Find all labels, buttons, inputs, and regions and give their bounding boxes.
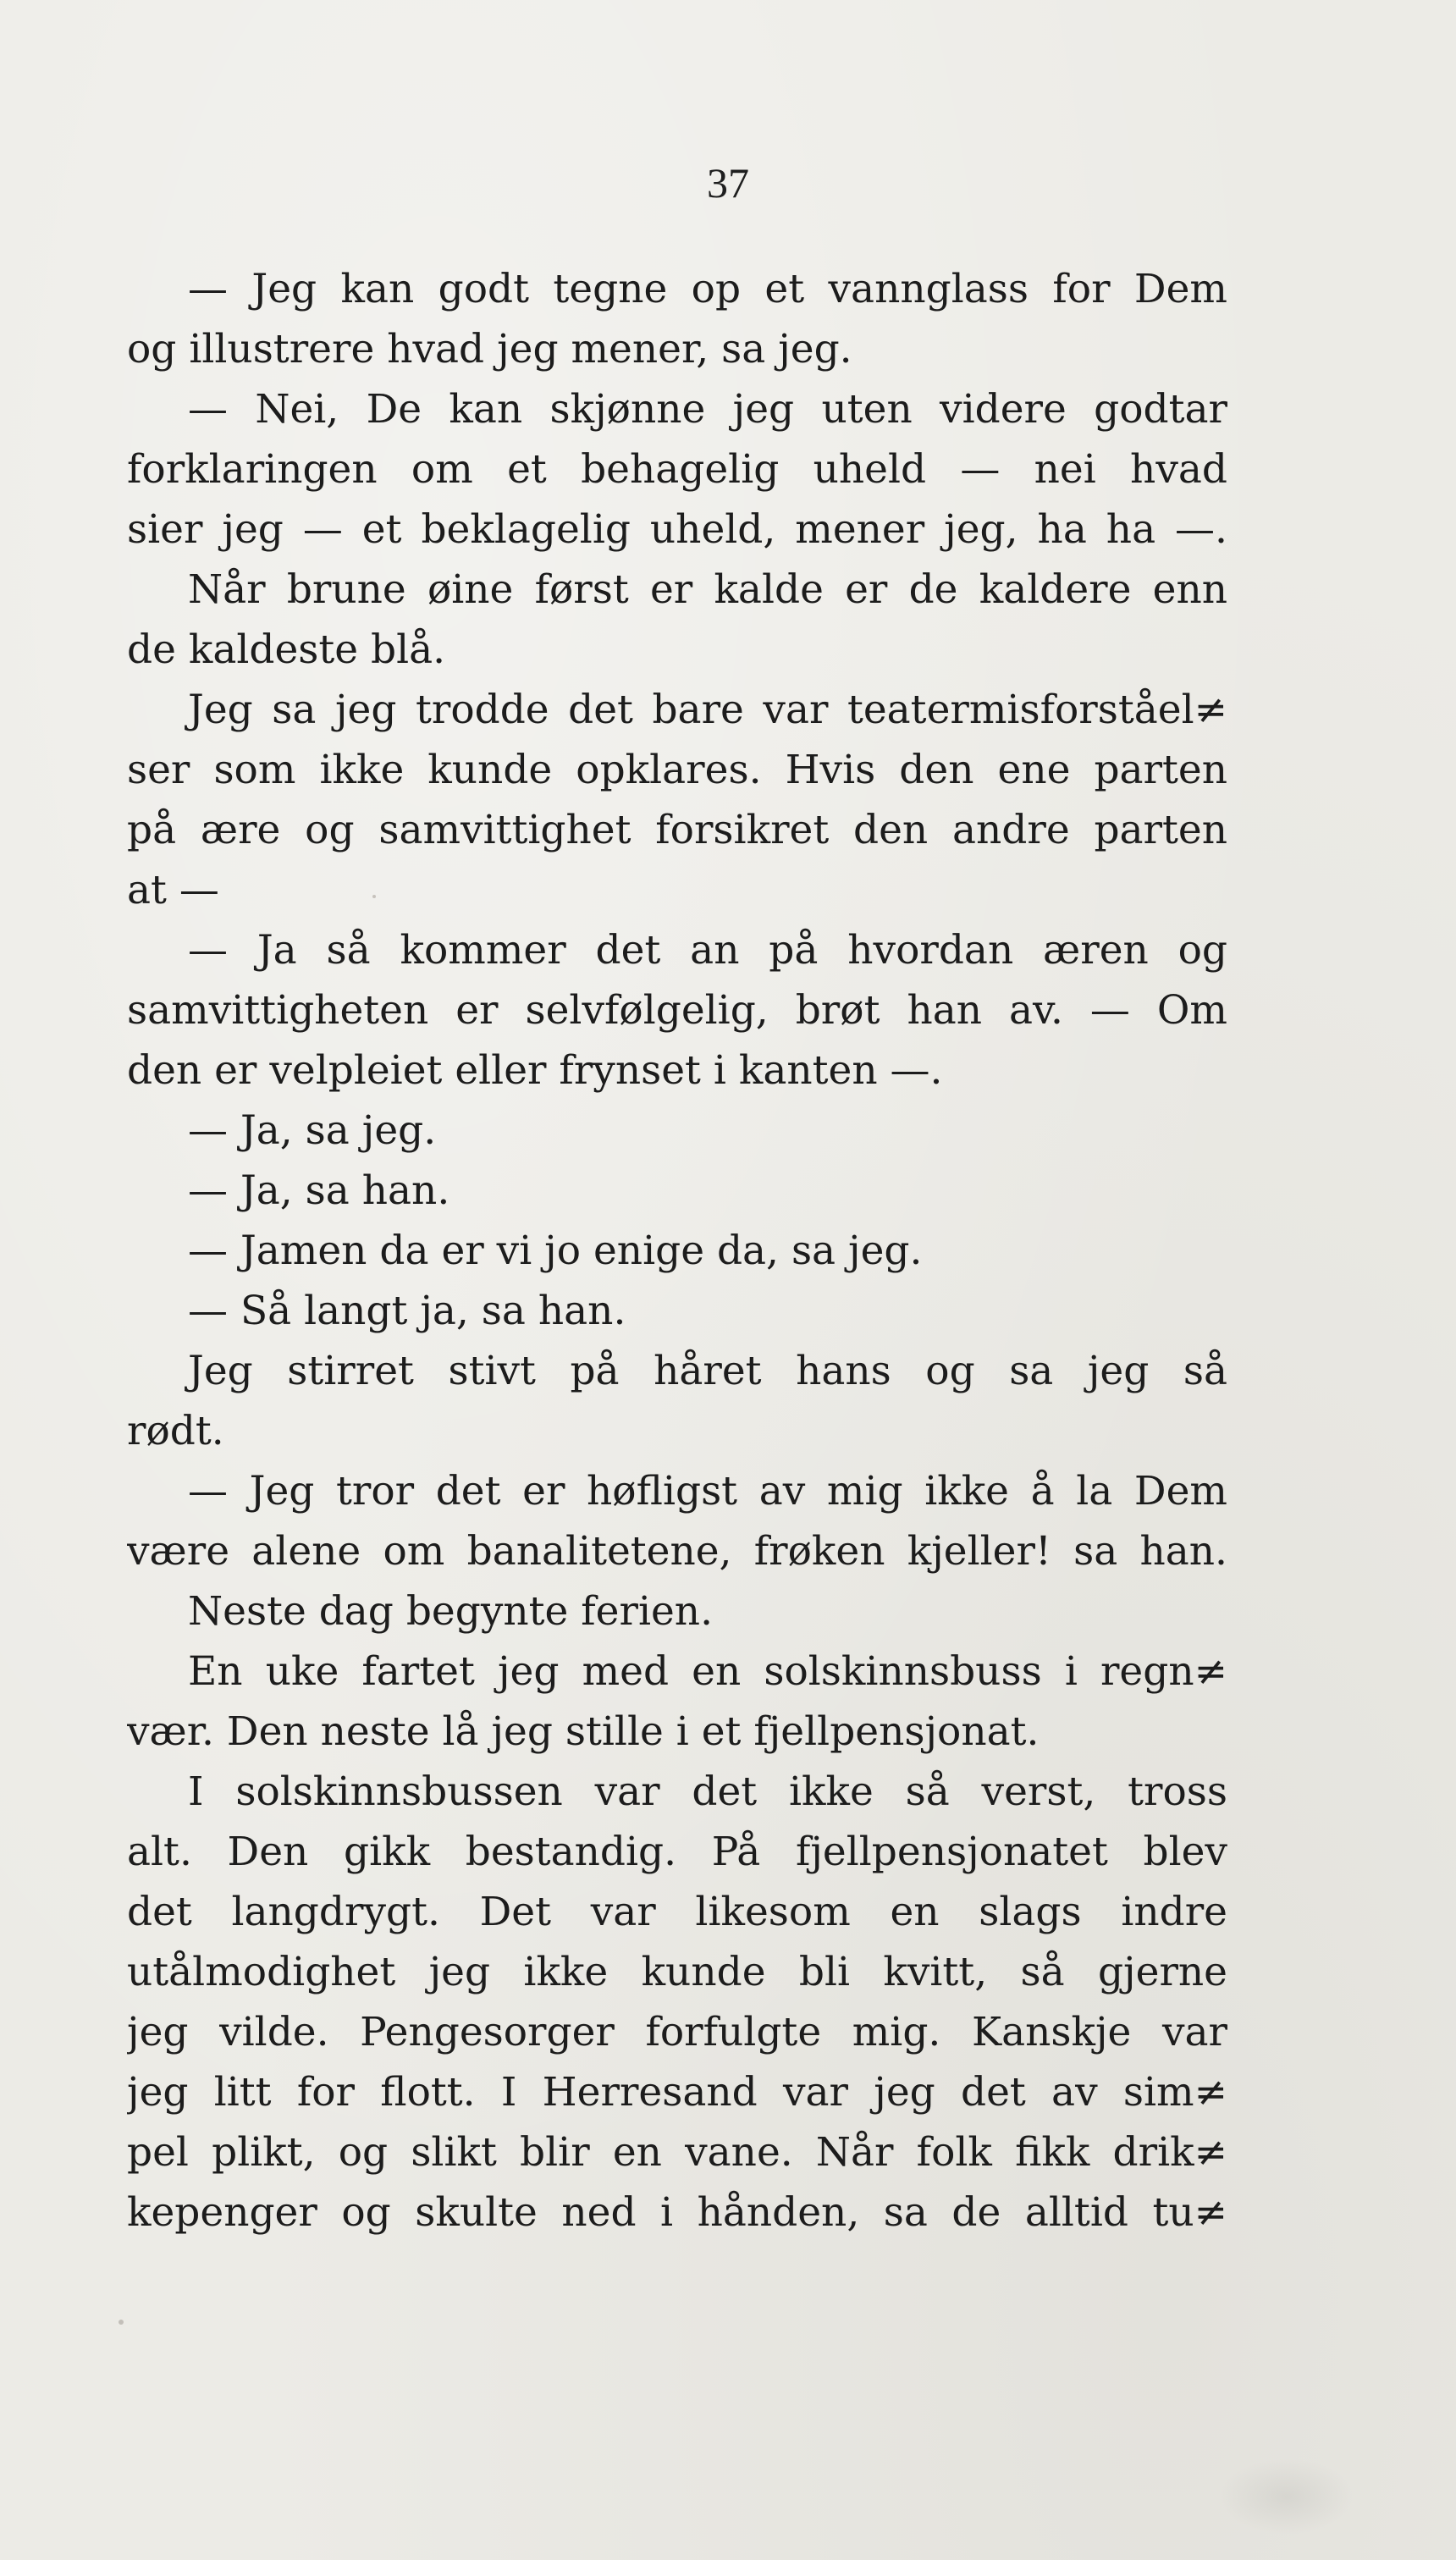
text-line: jeg litt for flott. I Herresand var jeg det av sim≠ [127,2069,1227,2116]
text-line: — Jeg tror det er høfligst av mig ikke å la Dem [188,1468,1227,1514]
text-line: være alene om banalitetene, frøken kjeller! sa han. [127,1528,1227,1575]
text-line: på ære og samvittighet forsikret den andre parten [127,807,1227,853]
text-line: alt. Den gikk bestandig. På fjellpensjonatet blev [127,1829,1227,1875]
text-line: I solskinnsbussen var det ikke så verst, tross [188,1768,1227,1815]
text-line: En uke fartet jeg med en solskinnsbuss i regn≠ [188,1648,1227,1695]
text-line: at — [127,867,219,913]
text-line: ser som ikke kunde opklares. Hvis den ene parten [127,747,1227,793]
text-line: forklaringen om et behagelig uheld — nei hvad [127,446,1227,493]
text-line: — Ja, sa jeg. [188,1107,437,1154]
text-line: jeg vilde. Pengesorger forfulgte mig. Kanskje var [127,2009,1227,2055]
text-line: — Så langt ja, sa han. [188,1288,626,1334]
body-text [127,259,1227,2243]
text-line: — Ja, sa han. [188,1167,450,1214]
text-line: pel plikt, og slikt blir en vane. Når folk fikk drik≠ [127,2129,1227,2176]
text-line: — Ja så kommer det an på hvordan æren og [188,927,1227,974]
text-line: kepenger og skulte ned i hånden, sa de alltid tu≠ [127,2189,1227,2236]
text-line: — Nei, De kan skjønne jeg uten videre godtar [188,386,1227,433]
text-line: det langdrygt. Det var likesom en slags indre [127,1889,1227,1935]
text-line: og illustrere hvad jeg mener, sa jeg. [127,326,852,372]
text-line: sier jeg — et beklagelig uheld, mener jeg, ha ha —. [127,506,1227,553]
text-line: Jeg sa jeg trodde det bare var teatermisforståel≠ [188,687,1227,733]
paper-speck [119,2320,124,2325]
text-line: den er velpleiet eller frynset i kanten —. [127,1047,943,1094]
text-line: de kaldeste blå. [127,626,446,673]
paper-speck [372,895,376,898]
paper-smudge [1219,2458,1354,2535]
text-line: utålmodighet jeg ikke kunde bli kvitt, så gjerne [127,1949,1227,1995]
text-line: — Jamen da er vi jo enige da, sa jeg. [188,1228,923,1274]
text-line: Når brune øine først er kalde er de kaldere enn [188,566,1227,613]
text-line: Neste dag begynte ferien. [188,1588,714,1635]
text-line: Jeg stirret stivt på håret hans og sa jeg så [188,1348,1227,1394]
text-line: — Jeg kan godt tegne op et vannglass for Dem [188,266,1227,312]
text-line: vær. Den neste lå jeg stille i et fjellpensjonat. [127,1708,1040,1755]
text-line: samvittigheten er selvfølgelig, brøt han av. — Om [127,987,1227,1034]
text-line: rødt. [127,1408,224,1454]
page-number: 37 [707,159,749,207]
